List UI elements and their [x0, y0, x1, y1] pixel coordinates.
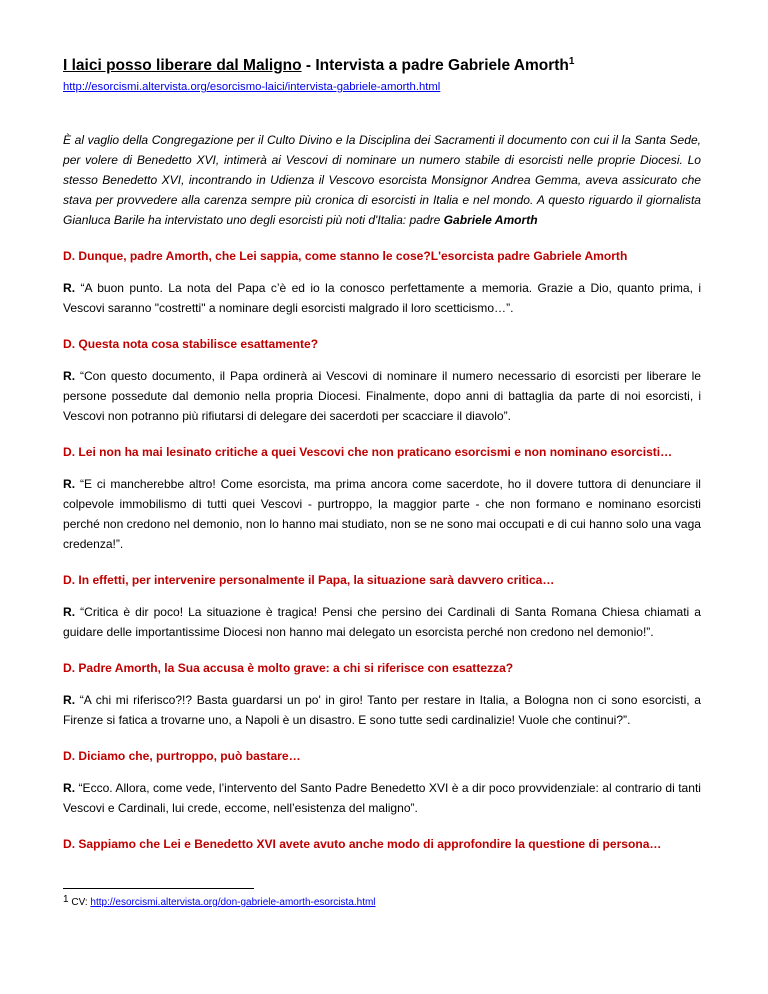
question: D. Padre Amorth, la Sua accusa è molto grave: a chi si riferisce con esattezza?: [63, 661, 514, 675]
intro-bold-name: Gabriele Amorth: [443, 213, 538, 227]
title-rest: - Intervista a padre Gabriele Amorth: [301, 57, 569, 74]
question: D. Diciamo che, purtroppo, può bastare…: [63, 749, 301, 763]
question: D. Dunque, padre Amorth, che Lei sappia, come stanno le cose?L'esorcista padre Gabriele Amorth: [63, 249, 628, 263]
answer-text: “Critica è dir poco! La situazione è tragica! Pensi che persino dei Cardinali di Santa Romana Chiesa chiamati a guidare delle importantissime Diocesi non hanno mai delegato un esorcista perché non credono nel demonio!”.: [63, 605, 701, 639]
answer: [63, 602, 701, 642]
footnote: [63, 896, 376, 910]
question: D. Lei non ha mai lesinato critiche a quei Vescovi che non praticano esorcismi e non nominano esorcisti…: [63, 445, 673, 459]
question: D. Sappiamo che Lei e Benedetto XVI avete avuto anche modo di approfondire la questione di persona…: [63, 837, 662, 851]
answer-prefix: R.: [63, 281, 76, 295]
answer-prefix: R.: [63, 369, 76, 383]
answer: [63, 778, 701, 818]
question: D. Questa nota cosa stabilisce esattamente?: [63, 337, 319, 351]
interview: [63, 247, 701, 853]
answer-prefix: R.: [63, 477, 76, 491]
intro-text: È al vaglio della Congregazione per il Culto Divino e la Disciplina dei Sacramenti il documento con cui il la Santa Sede, per volere di Benedetto XVI, intimerà ai Vescovi di nominare un numero stabile di esorcisti nelle proprie Diocesi. Lo stesso Benedetto XVI, incontrando in Udienza il Vescovo esorcista Monsignor Andrea Gemma, aveva assicurato che stava per provvedere alla carenza sempre più cronica di esorcisti in Italia e nel mondo. A questo riguardo il giornalista Gianluca Barile ha intervistato uno degli esorcisti più noti d'Italia: padre: [63, 133, 701, 227]
footnote-separator: [63, 888, 254, 889]
article-title: [63, 56, 701, 76]
answer-text: “Con questo documento, il Papa ordinerà ai Vescovi di nominare il numero necessario di esorcisti per liberare le persone possedute dal demonio nella propria Diocesi. Finalmente, dopo anni di battaglia da parte di noi esorcisti, i Vescovi non potranno più rifiutarsi di delegare dei sacerdoti per scacciare il diavolo”.: [63, 369, 701, 423]
intro-paragraph: [63, 130, 701, 230]
answer-prefix: R.: [63, 605, 76, 619]
answer-text: “Ecco. Allora, come vede, l’intervento del Santo Padre Benedetto XVI è a dir poco provvidenziale: al contrario di tanti Vescovi e Cardinali, lui crede, eccome, nell’esistenza del maligno”.: [63, 781, 701, 815]
answer-prefix: R.: [63, 693, 76, 707]
answer: [63, 690, 701, 730]
answer: [63, 278, 701, 318]
answer-text: “E ci mancherebbe altro! Come esorcista, ma prima ancora come sacerdote, ho il dovere tuttora di denunciare il colpevole immobilismo di tutti quei Vescovi - purtroppo, la maggior parte - che non formano e nominano esorcisti perché non credono nel demonio, non lo hanno mai studiato, non se ne sono mai occupati e di cui hanno solo una vaga credenza!”.: [63, 477, 701, 551]
title-underlined: I laici posso liberare dal Maligno: [63, 57, 302, 74]
answer-text: “A chi mi riferisco?!? Basta guardarsi un po' in giro! Tanto per restare in Italia, a Bologna non ci sono esorcisti, a Firenze si fatica a trovarne uno, a Napoli è un disastro. E sono tutte sedi cardinalizie! Vuole che continui?”.: [63, 693, 701, 727]
footnote-label: CV:: [71, 897, 91, 908]
answer-text: “A buon punto. La nota del Papa c’è ed io la conosco perfettamente a memoria. Grazie a Dio, quanto prima, i Vescovi saranno "costretti" a nominare degli esorcisti malgrado il loro scetticismo…”.: [63, 281, 701, 315]
footnote-ref[interactable]: 1: [568, 56, 575, 67]
footnote-link[interactable]: http://esorcismi.altervista.org/don-gabriele-amorth-esorcista.html: [90, 897, 376, 908]
source-link[interactable]: http://esorcismi.altervista.org/esorcismo-laici/intervista-gabriele-amorth.html: [63, 81, 441, 93]
answer-prefix: R.: [63, 781, 76, 795]
answer: [63, 474, 701, 554]
question: D. In effetti, per intervenire personalmente il Papa, la situazione sarà davvero critica…: [63, 573, 555, 587]
document-body: [63, 56, 701, 853]
footnote-number: 1: [63, 894, 69, 905]
answer: [63, 366, 701, 426]
